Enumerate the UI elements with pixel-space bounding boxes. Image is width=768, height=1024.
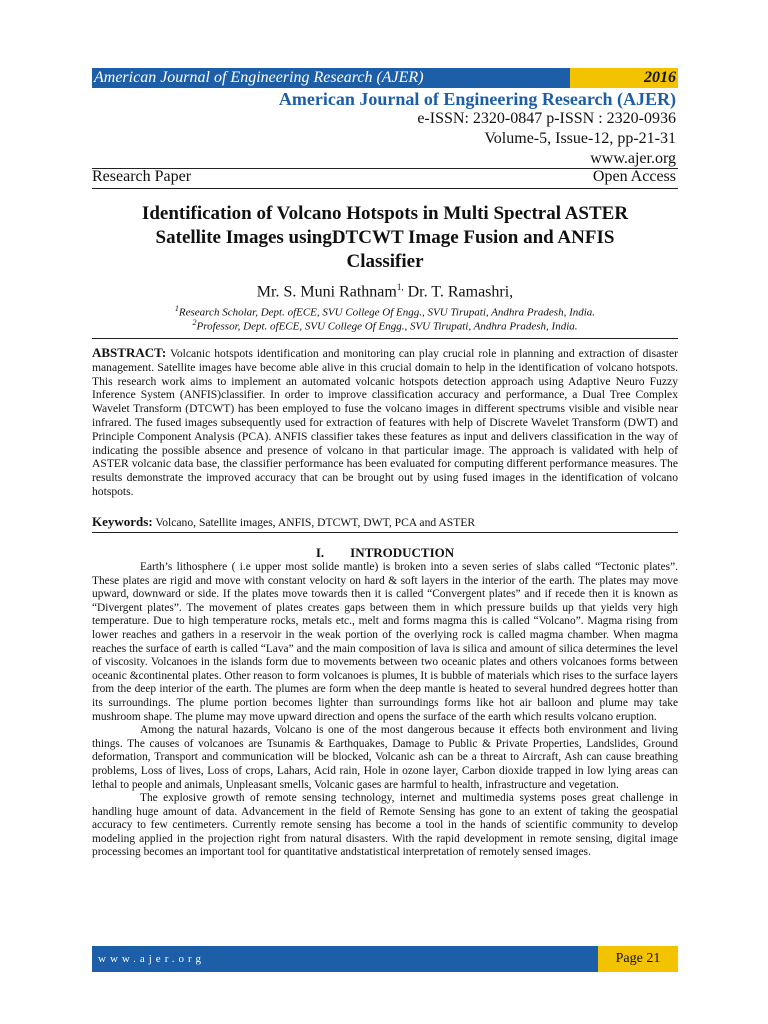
author-name: Dr. T. Ramashri, [403,283,514,301]
paragraph: Among the natural hazards, Volcano is one of the most dangerous because it effects both environment and living things. The causes of volcanoes are Tsunamis & Earthquakes, Damage to Public & Private Properties, Landslides, Ground deformation, Transport and communication will be blocked, Volcanic ash can be a threat to Aircraft, Ash can cause breathing problems, Loss of lives, Loss of crops, Lahars, Acid rain, Hole in ozone layer, Carbon dioxide trapped in low lying areas can lethal to people and animals, Unpleasant smells, Volcanic gases are harmful to health, infrastructure and vegetation. [92,724,678,791]
footer-website: www.ajer.org [92,946,598,972]
divider [92,338,678,339]
author-affil-mark: 1, [396,282,404,292]
footer [92,946,678,972]
divider [92,188,678,189]
keywords-label: Keywords: [92,514,153,529]
title-line: Satellite Images usingDTCWT Image Fusion and ANFIS [155,227,615,248]
title-line: Identification of Volcano Hotspots in Multi Spectral ASTER [141,203,629,224]
affil-mark: 2 [192,318,197,327]
affiliation [92,304,678,319]
authors [92,282,678,301]
abstract-text: Volcanic hotspots identification and monitoring can play crucial role in planning and extraction of disaster management. Satellite images have become able alive in this crucial domain to help in the identification of volcano hotspots. This research work aims to implement an automated volcanic hotspots detection approach using Adaptive Neuro Fuzzy Inference System (ANFIS)classifier. In order to improve classification accuracy and performance, a Dual Tree Complex Wavelet Transform (DTCWT) has been employed to fuse the volcano images in different spectrums visible and visible near infrared. The fused images subsequently used for extraction of features with help of Discrete Wavelet Transform (DWT) and Principle Component Analysis (PCA). ANFIS classifier takes these features as input and delivers classification in the way of indicating the possible absence and presence of volcano in that particular image. The approach is validated with help of ASTER volcanic data base, the classifier performance has been evaluated for computing different performance measures. The results demonstrate the improved accuracy that can be brought out by using fused images in the identification of volcano hotspots. [92,347,678,498]
issn: e-ISSN: 2320-0847 p-ISSN : 2320-0936 [417,110,676,127]
author-name: Mr. S. Muni Rathnam [256,283,397,301]
header-year: 2016 [570,68,678,88]
affiliation [92,318,678,333]
paper-title [92,202,678,274]
abstract [92,346,678,499]
header-journal-name: American Journal of Engineering Research (AJER) [92,68,570,88]
keywords [92,514,678,530]
header-band [92,68,678,88]
introduction-body [92,561,678,860]
paper-type: Research Paper [92,168,192,185]
paragraph: The explosive growth of remote sensing technology, internet and multimedia systems poses great challenge in handling huge amount of data. Advancement in the field of Remote Sensing has gone to an extent of taking the geospatial accuracy to few centimeters. Currently remote sensing has become a tool in the hands of scientific community to develop modeling applied in the projection right from natural disasters. With the rapid development in remote sensing, digital image processing becomes an important tool for quantitative andstatistical interpretation of remotely sensed images. [92,792,678,859]
volume-info: Volume-5, Issue-12, pp-21-31 [484,130,676,147]
section-heading: I. INTRODUCTION [315,545,455,560]
paragraph: Earth’s lithosphere ( i.e upper most solide mantle) is broken into a seven series of slabs called “Tectonic plates”. These plates are rigid and move with constant velocity on hard & soft layers in the interior of the earth. The plates may move upward, downward or side. If the plates move towards then it is called “Convergent plates” and if recede then it is known as “Divergent plates”. The movement of plates creates gaps between them in which pressure builds up that yields very high temperature. Due to high temperature rocks, metals etc., melt and forms magma this is called “Volcano”. Magma rising from lower reaches and gathers in a reservoir in the weak portion of the overlying rock is called magma chamber. When magma reaches the surface of earth is called “Lava” and the main composition of lava is silica and amount of silica determines the level of viscosity. Volcanoes in the islands form due to movements between two oceanic plates and others volcanoes forms between oceanic &continental plates. Other reason to form volcanoes is plumes, It is bubble of materials which rises to the surface layers from the deep interior of the earth. The plumes are form when the deep mantle is heated to several hundred degrees hotter than its surroundings. The plume portion becomes lighter than surroundings forms like hot air balloon and plume may take mushroom shape. The plume may move upward direction and opens the surface of the earth which results volcano eruption. [92,561,678,723]
title-line: Classifier [346,251,424,272]
access-type: Open Access [592,168,676,185]
affil-text: Professor, Dept. ofECE, SVU College Of Engg., SVU Tirupati, Andhra Pradesh, India. [196,320,578,333]
journal-title: American Journal of Engineering Research (AJER) [278,89,676,109]
affil-text: Research Scholar, Dept. ofECE, SVU College Of Engg., SVU Tirupati, Andhra Pradesh, India. [178,306,596,319]
divider [92,532,678,533]
keywords-text: Volcano, Satellite images, ANFIS, DTCWT, DWT, PCA and ASTER [155,516,476,529]
abstract-label: ABSTRACT: [92,345,167,360]
page-number: Page 21 [598,946,678,972]
affil-mark: 1 [174,304,179,313]
journal-website: www.ajer.org [590,150,676,167]
